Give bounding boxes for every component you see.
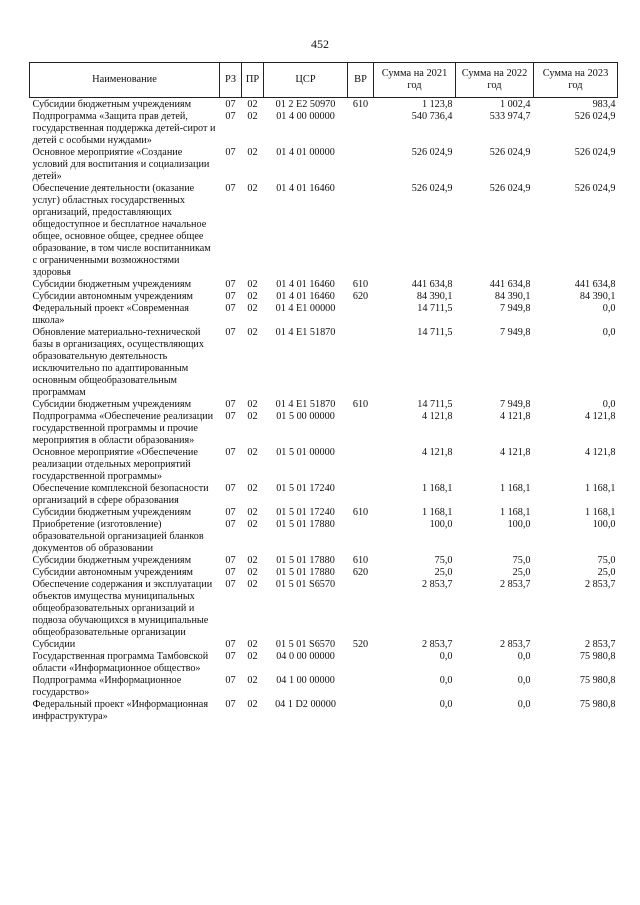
table-row [30, 399, 618, 411]
cell-csr: 01 4 00 00000 [276, 111, 335, 122]
cell-sum-2023: 983,4 [592, 99, 616, 110]
cell-sum-2021: 0,0 [439, 699, 453, 710]
cell-name: Государственная программа Тамбовской области «Информационное общество» [32, 651, 209, 674]
cell-vr [348, 519, 374, 555]
cell-sum-2023: 84 390,1 [579, 291, 616, 302]
cell-csr: 01 4 01 16460 [276, 291, 335, 302]
header-vr: ВР [348, 63, 374, 98]
table-row [30, 279, 618, 291]
table-row [30, 579, 618, 639]
cell-csr: 01 5 01 17880 [276, 555, 335, 566]
cell-pr: 02 [247, 399, 258, 410]
cell-vr: 620 [352, 291, 369, 302]
cell-csr: 01 2 E2 50970 [275, 99, 336, 110]
cell-csr: 04 1 00 00000 [276, 675, 335, 686]
cell-csr: 01 5 01 17880 [276, 567, 335, 578]
cell-sum-2023: 2 853,7 [584, 579, 616, 590]
cell-sum-2022: 526 024,9 [489, 183, 531, 194]
cell-name: Подпрограмма «Обеспечение реализации государственной программы и прочие мероприятия в области образования» [32, 411, 214, 446]
cell-name: Основное мероприятие «Обеспечение реализации отдельных мероприятий государственной программы» [32, 447, 198, 482]
cell-pr: 02 [247, 111, 258, 122]
cell-sum-2023: 75,0 [597, 555, 616, 566]
cell-csr: 01 5 01 S6570 [275, 639, 336, 650]
cell-sum-2022: 100,0 [507, 519, 531, 530]
cell-vr [348, 327, 374, 399]
cell-sum-2022: 1 002,4 [499, 99, 531, 110]
cell-csr: 01 4 01 16460 [276, 183, 335, 194]
cell-rz: 07 [225, 699, 236, 710]
cell-csr: 01 4 E1 00000 [275, 303, 336, 314]
table-row [30, 699, 618, 723]
cell-name: Субсидии [32, 639, 76, 650]
cell-csr: 01 4 01 00000 [276, 147, 335, 158]
cell-sum-2023: 526 024,9 [574, 147, 616, 158]
cell-rz: 07 [225, 411, 236, 422]
cell-name: Федеральный проект «Информационная инфраструктура» [32, 699, 209, 722]
cell-pr: 02 [247, 99, 258, 110]
cell-sum-2021: 75,0 [434, 555, 453, 566]
cell-rz: 07 [225, 303, 236, 314]
table-row [30, 555, 618, 567]
cell-pr: 02 [247, 651, 258, 662]
cell-pr: 02 [247, 327, 258, 338]
cell-vr [348, 579, 374, 639]
cell-rz: 07 [225, 639, 236, 650]
cell-sum-2022: 25,0 [512, 567, 531, 578]
cell-rz: 07 [225, 111, 236, 122]
cell-sum-2022: 7 949,8 [499, 303, 531, 314]
cell-name: Федеральный проект «Современная школа» [32, 303, 189, 326]
table-row [30, 183, 618, 279]
table-row [30, 651, 618, 675]
table-row [30, 411, 618, 447]
cell-name: Обновление материально-технической базы в организациях, осуществляющих образовательную деятельность исключительно по адаптированным основным общеобразовательным программам [32, 327, 204, 398]
cell-vr: 610 [352, 555, 369, 566]
header-sum-2023: Сумма на 2023 год [534, 63, 618, 98]
cell-csr: 01 5 01 17240 [276, 483, 335, 494]
cell-sum-2021: 0,0 [439, 675, 453, 686]
cell-sum-2021: 441 634,8 [411, 279, 453, 290]
cell-sum-2021: 1 168,1 [421, 507, 453, 518]
table-row [30, 519, 618, 555]
cell-sum-2021: 526 024,9 [411, 147, 453, 158]
cell-pr: 02 [247, 519, 258, 530]
cell-sum-2021: 4 121,8 [421, 447, 453, 458]
cell-sum-2022: 4 121,8 [499, 447, 531, 458]
cell-pr: 02 [247, 291, 258, 302]
cell-sum-2022: 2 853,7 [499, 579, 531, 590]
cell-rz: 07 [225, 291, 236, 302]
cell-name: Подпрограмма «Защита прав детей, государственная поддержка детей-сирот и детей с особыми нуждами» [32, 111, 216, 146]
cell-sum-2023: 4 121,8 [584, 447, 616, 458]
cell-pr: 02 [247, 699, 258, 710]
cell-csr: 04 0 00 00000 [276, 651, 335, 662]
cell-sum-2023: 0,0 [602, 399, 616, 410]
cell-sum-2022: 2 853,7 [499, 639, 531, 650]
cell-vr: 610 [352, 99, 369, 110]
cell-pr: 02 [247, 183, 258, 194]
cell-sum-2023: 441 634,8 [574, 279, 616, 290]
cell-csr: 01 4 E1 51870 [275, 327, 336, 338]
cell-vr: 610 [352, 507, 369, 518]
cell-sum-2021: 2 853,7 [421, 579, 453, 590]
cell-sum-2021: 0,0 [439, 651, 453, 662]
cell-sum-2022: 1 168,1 [499, 507, 531, 518]
page-number: 452 [311, 37, 329, 51]
cell-csr: 01 4 01 16460 [276, 279, 335, 290]
cell-vr: 610 [352, 399, 369, 410]
cell-rz: 07 [225, 483, 236, 494]
cell-csr: 04 1 D2 00000 [275, 699, 336, 710]
cell-sum-2022: 526 024,9 [489, 147, 531, 158]
cell-rz: 07 [225, 147, 236, 158]
cell-sum-2023: 100,0 [592, 519, 616, 530]
cell-vr [348, 147, 374, 183]
cell-name: Приобретение (изготовление) образовательной организацией бланков документов об образовании [32, 519, 204, 554]
cell-rz: 07 [225, 579, 236, 590]
cell-pr: 02 [247, 303, 258, 314]
cell-name: Подпрограмма «Информационное государство» [32, 675, 182, 698]
cell-sum-2022: 0,0 [517, 699, 531, 710]
cell-vr [348, 447, 374, 483]
cell-vr [348, 675, 374, 699]
cell-vr [348, 183, 374, 279]
cell-pr: 02 [247, 411, 258, 422]
cell-rz: 07 [225, 507, 236, 518]
cell-sum-2022: 7 949,8 [499, 327, 531, 338]
table-row [30, 303, 618, 327]
table-row [30, 507, 618, 519]
cell-sum-2023: 2 853,7 [584, 639, 616, 650]
cell-sum-2023: 25,0 [597, 567, 616, 578]
cell-vr [348, 411, 374, 447]
cell-sum-2021: 100,0 [429, 519, 453, 530]
table-row [30, 111, 618, 147]
table-row [30, 447, 618, 483]
cell-sum-2022: 1 168,1 [499, 483, 531, 494]
cell-sum-2021: 1 123,8 [421, 99, 453, 110]
cell-sum-2021: 14 711,5 [417, 327, 453, 338]
header-pr: ПР [242, 63, 264, 98]
cell-vr [348, 111, 374, 147]
cell-sum-2021: 4 121,8 [421, 411, 453, 422]
cell-rz: 07 [225, 327, 236, 338]
cell-name: Обеспечение содержания и эксплуатации объектов имущества муниципальных общеобразовательных организаций и подвоза обучающихся в муниципальные общеобразовательные организации [32, 579, 213, 638]
cell-csr: 01 5 01 S6570 [275, 579, 336, 590]
cell-name: Субсидии бюджетным учреждениям [32, 555, 192, 566]
cell-csr: 01 5 01 17880 [276, 519, 335, 530]
cell-name: Субсидии автономным учреждениям [32, 291, 193, 302]
table-row [30, 327, 618, 399]
cell-name: Субсидии бюджетным учреждениям [32, 507, 192, 518]
cell-name: Субсидии автономным учреждениям [32, 567, 193, 578]
cell-rz: 07 [225, 567, 236, 578]
cell-sum-2023: 75 980,8 [579, 699, 616, 710]
cell-vr [348, 699, 374, 723]
cell-pr: 02 [247, 279, 258, 290]
cell-name: Субсидии бюджетным учреждениям [32, 99, 192, 110]
cell-pr: 02 [247, 483, 258, 494]
cell-sum-2022: 84 390,1 [494, 291, 531, 302]
cell-rz: 07 [225, 399, 236, 410]
header-sum-2021: Сумма на 2021 год [374, 63, 456, 98]
cell-sum-2023: 0,0 [602, 303, 616, 314]
cell-sum-2022: 0,0 [517, 651, 531, 662]
cell-vr: 610 [352, 279, 369, 290]
cell-sum-2021: 84 390,1 [416, 291, 453, 302]
cell-sum-2023: 526 024,9 [574, 111, 616, 122]
cell-sum-2023: 0,0 [602, 327, 616, 338]
cell-sum-2021: 14 711,5 [417, 399, 453, 410]
cell-rz: 07 [225, 555, 236, 566]
cell-vr [348, 303, 374, 327]
cell-csr: 01 5 00 00000 [276, 411, 335, 422]
cell-pr: 02 [247, 147, 258, 158]
cell-sum-2021: 1 168,1 [421, 483, 453, 494]
table-row [30, 675, 618, 699]
cell-vr [348, 483, 374, 507]
table-body [30, 98, 618, 724]
cell-name: Основное мероприятие «Создание условий для воспитания и социализации детей» [32, 147, 210, 182]
cell-sum-2023: 1 168,1 [584, 507, 616, 518]
header-name: Наименование [30, 63, 220, 98]
cell-pr: 02 [247, 447, 258, 458]
cell-sum-2023: 75 980,8 [579, 675, 616, 686]
cell-name: Субсидии бюджетным учреждениям [32, 279, 192, 290]
cell-sum-2023: 75 980,8 [579, 651, 616, 662]
cell-sum-2021: 2 853,7 [421, 639, 453, 650]
cell-name: Обеспечение комплексной безопасности организаций в сфере образования [32, 483, 209, 506]
cell-pr: 02 [247, 507, 258, 518]
cell-rz: 07 [225, 99, 236, 110]
cell-sum-2021: 25,0 [434, 567, 453, 578]
cell-vr: 520 [352, 639, 369, 650]
cell-rz: 07 [225, 183, 236, 194]
cell-csr: 01 5 01 00000 [276, 447, 335, 458]
header-csr: ЦСР [264, 63, 348, 98]
table-row [30, 639, 618, 651]
header-rz: РЗ [220, 63, 242, 98]
table-row [30, 147, 618, 183]
cell-sum-2021: 526 024,9 [411, 183, 453, 194]
cell-rz: 07 [225, 675, 236, 686]
cell-csr: 01 4 E1 51870 [275, 399, 336, 410]
cell-rz: 07 [225, 279, 236, 290]
cell-sum-2022: 441 634,8 [489, 279, 531, 290]
cell-name: Обеспечение деятельности (оказание услуг) областных государственных организаций, предоставляющих общедоступное и бесплатное начальное общее, основное общее, среднее общее образование, в том числе воспитанникам с ограниченными возможностями здоровья [32, 183, 211, 278]
cell-pr: 02 [247, 639, 258, 650]
cell-csr: 01 5 01 17240 [276, 507, 335, 518]
cell-sum-2022: 7 949,8 [499, 399, 531, 410]
budget-table [29, 62, 618, 723]
cell-sum-2022: 4 121,8 [499, 411, 531, 422]
cell-sum-2021: 14 711,5 [417, 303, 453, 314]
table-row [30, 98, 618, 112]
cell-sum-2023: 1 168,1 [584, 483, 616, 494]
cell-rz: 07 [225, 651, 236, 662]
cell-sum-2022: 533 974,7 [489, 111, 531, 122]
cell-pr: 02 [247, 555, 258, 566]
cell-sum-2022: 0,0 [517, 675, 531, 686]
header-sum-2022: Сумма на 2022 год [456, 63, 534, 98]
table-row [30, 483, 618, 507]
cell-sum-2021: 540 736,4 [411, 111, 453, 122]
cell-rz: 07 [225, 447, 236, 458]
cell-pr: 02 [247, 567, 258, 578]
cell-pr: 02 [247, 579, 258, 590]
cell-pr: 02 [247, 675, 258, 686]
cell-name: Субсидии бюджетным учреждениям [32, 399, 192, 410]
cell-rz: 07 [225, 519, 236, 530]
cell-sum-2023: 4 121,8 [584, 411, 616, 422]
table-row [30, 567, 618, 579]
table-header [30, 63, 618, 98]
cell-sum-2023: 526 024,9 [574, 183, 616, 194]
cell-vr: 620 [352, 567, 369, 578]
cell-vr [348, 651, 374, 675]
table-row [30, 291, 618, 303]
cell-sum-2022: 75,0 [512, 555, 531, 566]
